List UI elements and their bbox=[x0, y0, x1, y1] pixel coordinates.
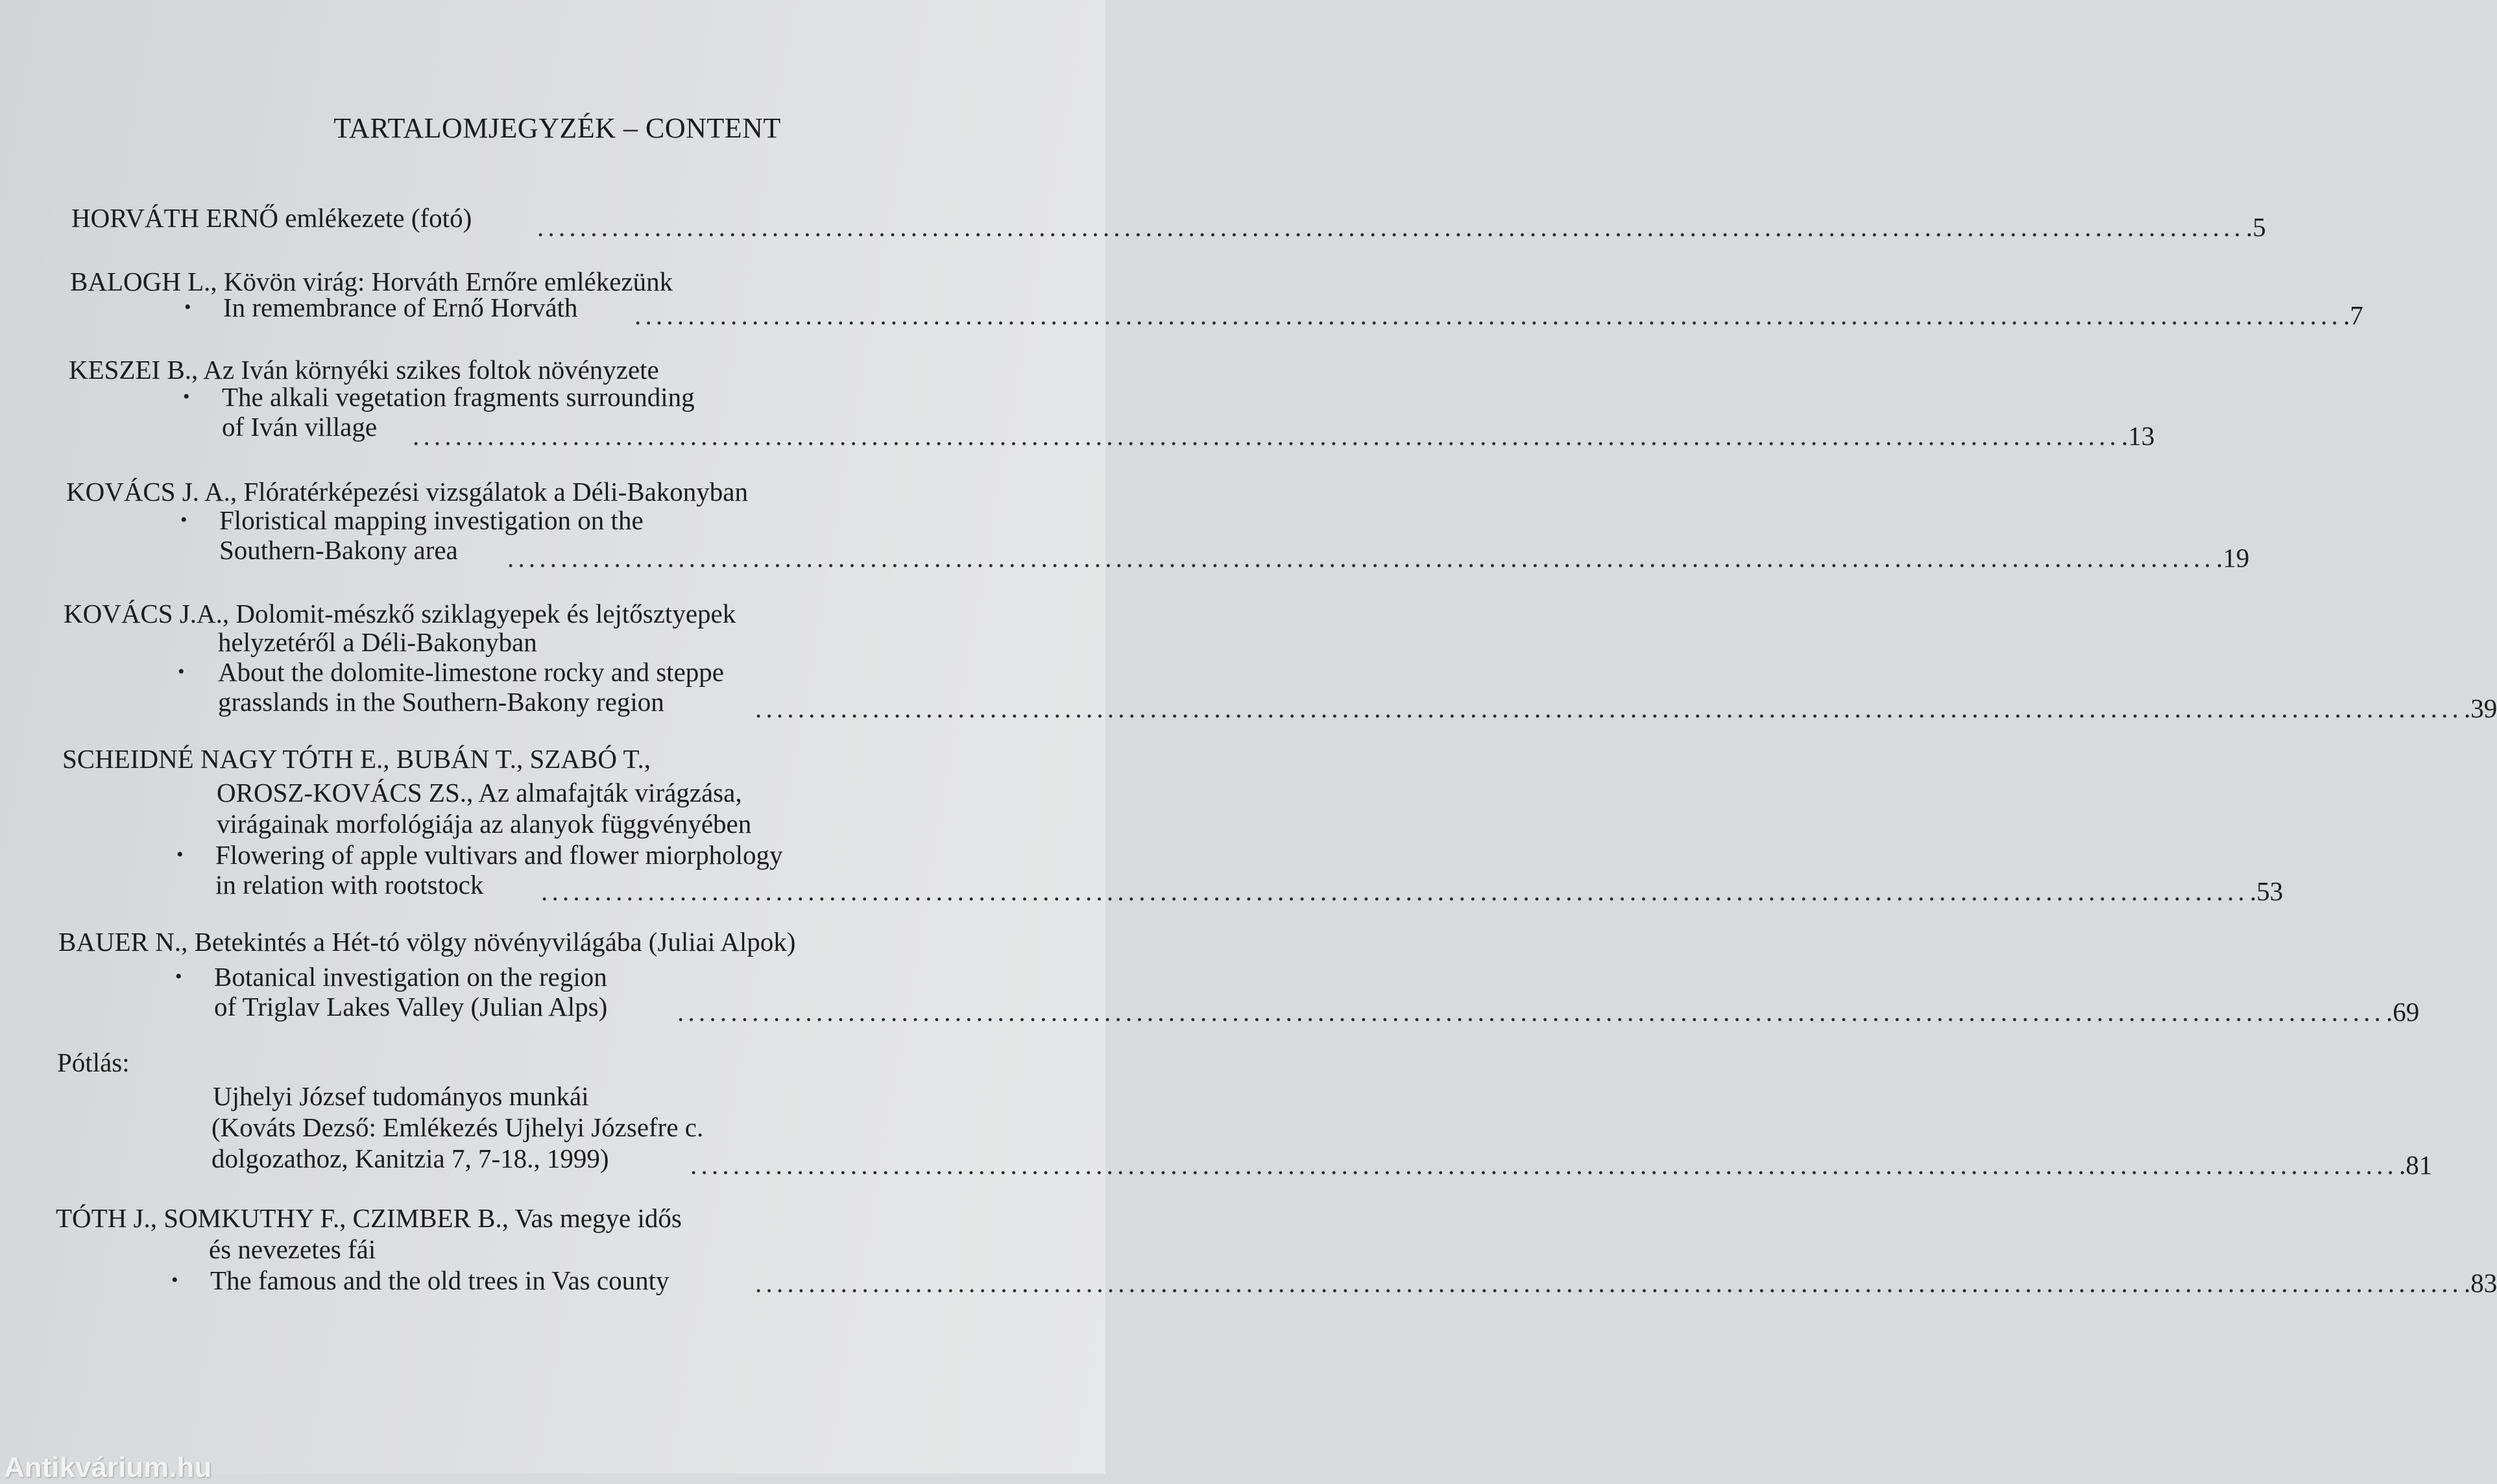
bullet-icon: • bbox=[184, 296, 191, 318]
dot-leader: ................................................................................................................................................................ bbox=[507, 543, 2215, 573]
bullet-icon: • bbox=[171, 1269, 178, 1291]
toc-entry-1-page: .5 bbox=[2246, 212, 2266, 242]
toc-entry-6-english-1: Flowering of apple vultivars and flower miorphology bbox=[215, 840, 783, 870]
dot-leader: ................................................................................................................................................................ bbox=[541, 876, 2249, 906]
toc-entry-7-english-2: of Triglav Lakes Valley (Julian Alps) bbox=[214, 992, 608, 1022]
bullet-icon: • bbox=[175, 966, 182, 987]
toc-entry-9-title: TÓTH J., SOMKUTHY F., CZIMBER B., Vas megye idős bbox=[56, 1203, 682, 1233]
toc-entry-5-leader bbox=[755, 693, 2497, 724]
toc-entry-9-title-2: és nevezetes fái bbox=[209, 1234, 376, 1264]
dot-leader: ................................................................................................................................................................ bbox=[677, 997, 2385, 1027]
toc-entry-5-title-2: helyzetéről a Déli-Bakonyban bbox=[218, 627, 537, 657]
toc-entry-8-page: .81 bbox=[2399, 1150, 2433, 1180]
toc-entry-5-page: .39 bbox=[2464, 693, 2497, 723]
toc-entry-6-leader bbox=[541, 876, 2284, 907]
toc-entry-2-title: BALOGH L., Kövön virág: Horváth Ernőre emlékezünk bbox=[70, 267, 673, 296]
toc-entry-6-title-2: OROSZ-KOVÁCS ZS., Az almafajták virágzása, bbox=[217, 778, 742, 808]
watermark: Antikvárium.hu bbox=[4, 1452, 212, 1483]
toc-entry-6-english-2: in relation with rootstock bbox=[215, 870, 484, 900]
toc-entry-3-leader bbox=[413, 420, 2155, 451]
toc-entry-9-page: .83 bbox=[2464, 1268, 2497, 1298]
toc-entry-8-title-3: dolgozathoz, Kanitzia 7, 7-18., 1999) bbox=[211, 1143, 609, 1173]
dot-leader: ................................................................................................................................................................ bbox=[537, 212, 2245, 242]
toc-entry-2-english: In remembrance of Ernő Horváth bbox=[223, 293, 578, 322]
toc-entry-5-title: KOVÁCS J.A., Dolomit-mészkő sziklagyepek és lejtősztyepek bbox=[64, 599, 736, 628]
toc-entry-1-leader bbox=[537, 211, 2266, 243]
toc-entry-3-page: .13 bbox=[2121, 421, 2155, 451]
bullet-icon: • bbox=[183, 386, 190, 407]
toc-entry-6-title: SCHEIDNÉ NAGY TÓTH E., BUBÁN T., SZABÓ T., bbox=[62, 744, 651, 774]
toc-entry-7-page: .69 bbox=[2386, 997, 2420, 1027]
toc-entry-7-english-1: Botanical investigation on the region bbox=[214, 962, 607, 992]
dot-leader: ................................................................................................................................................................ bbox=[755, 1268, 2463, 1298]
dot-leader: ................................................................................................................................................................ bbox=[634, 300, 2342, 330]
toc-entry-3-title: KESZEI B., Az Iván környéki szikes foltok növényzete bbox=[69, 355, 659, 385]
toc-entry-6-page: .53 bbox=[2250, 876, 2284, 906]
toc-entry-8-leader bbox=[690, 1149, 2433, 1180]
toc-entry-6-title-3: virágainak morfológiája az alanyok függvényében bbox=[217, 809, 752, 839]
page-title: TARTALOMJEGYZÉK – CONTENT bbox=[333, 112, 781, 144]
dot-leader: ................................................................................................................................................................ bbox=[755, 693, 2463, 723]
toc-entry-7-leader bbox=[677, 996, 2420, 1027]
toc-entry-8-label: Pótlás: bbox=[57, 1047, 130, 1077]
toc-entry-3-english-1: The alkali vegetation fragments surrounding bbox=[222, 382, 695, 412]
bullet-icon: • bbox=[176, 844, 184, 865]
bullet-icon: • bbox=[178, 661, 185, 682]
toc-entry-4-english-1: Floristical mapping investigation on the bbox=[219, 505, 644, 535]
toc-entry-9-english: The famous and the old trees in Vas county bbox=[210, 1265, 669, 1295]
toc-entry-3-english-2: of Iván village bbox=[222, 412, 378, 442]
toc-entry-4-title: KOVÁCS J. A., Flóratérképezési vizsgálatok a Déli-Bakonyban bbox=[66, 477, 748, 507]
toc-entry-9-leader bbox=[755, 1267, 2497, 1298]
toc-entry-8-title: Ujhelyi József tudományos munkái bbox=[213, 1081, 589, 1111]
bullet-icon: • bbox=[180, 509, 187, 531]
toc-entry-4-page: .19 bbox=[2216, 543, 2250, 573]
toc-entry-8-title-2: (Kováts Dezső: Emlékezés Ujhelyi Józsefre c. bbox=[211, 1112, 704, 1142]
dot-leader: ................................................................................................................................................................ bbox=[690, 1150, 2398, 1180]
toc-entry-4-leader bbox=[507, 542, 2250, 573]
toc-entry-5-english-1: About the dolomite-limestone rocky and steppe bbox=[218, 657, 724, 687]
toc-entry-1-title: HORVÁTH ERNŐ emlékezete (fotó) bbox=[71, 203, 472, 233]
toc-entry-7-title: BAUER N., Betekintés a Hét-tó völgy növényvilágába (Juliai Alpok) bbox=[58, 927, 796, 957]
toc-entry-4-english-2: Southern-Bakony area bbox=[219, 535, 458, 565]
toc-entry-2-page: .7 bbox=[2343, 300, 2363, 330]
toc-entry-2-leader bbox=[634, 300, 2363, 331]
dot-leader: ................................................................................................................................................................ bbox=[413, 421, 2120, 451]
toc-entry-5-english-2: grasslands in the Southern-Bakony region bbox=[218, 687, 664, 717]
